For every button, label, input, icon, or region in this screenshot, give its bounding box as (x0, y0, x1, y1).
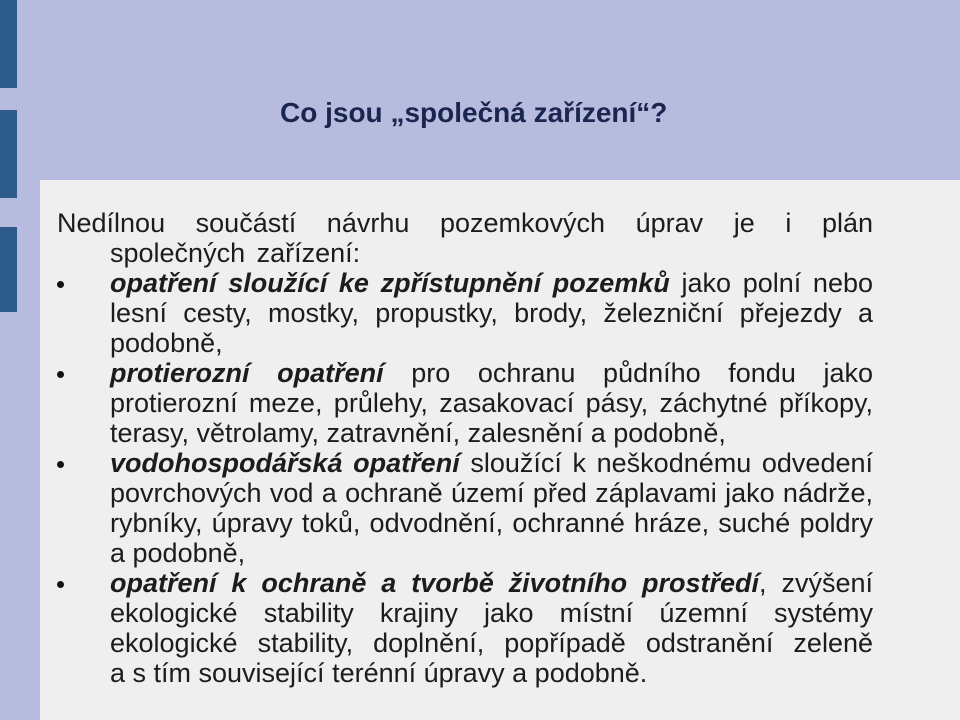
list-item-emphasis: protierozní opatření (110, 358, 384, 388)
list-item-emphasis: opatření sloužící ke zpřístupnění pozemků (110, 268, 670, 298)
list-item-emphasis: vodohospodářská opatření (110, 448, 460, 478)
content-box (40, 180, 960, 720)
intro-paragraph: Nedílnou součástí návrhu pozemkových úprav je i plán společných zařízení: (57, 208, 873, 268)
accent-bar-bottom (0, 227, 17, 312)
slide-body (57, 208, 873, 688)
bullet-icon (57, 281, 64, 288)
list-item-text: pro ochranu půdního fondu jako protierozní meze, průlehy, zasakovací pásy, záchytné příkopy, terasy, větrolamy, zatravnění, zalesnění a podobně, (110, 358, 873, 448)
bullet-icon (57, 461, 64, 468)
list-item-text: , zvýšení ekologické stability krajiny jako místní územní systémy ekologické stability, doplnění, popřípadě odstranění zeleně a s tím související terénní úpravy a podobně. (110, 568, 873, 688)
list-item (110, 268, 873, 358)
list-item-text: jako polní nebo lesní cesty, mostky, propustky, brody, železniční přejezdy a podobně, (110, 268, 873, 358)
list-item-text: sloužící k neškodnému odvedení povrchových vod a ochraně území před záplavami jako nádrže, rybníky, úpravy toků, odvodnění, ochranné hráze, suché poldry a podobně, (110, 448, 873, 568)
list-item (110, 568, 873, 688)
bullet-icon (57, 581, 64, 588)
bullet-icon (57, 371, 64, 378)
list-item (110, 448, 873, 568)
accent-bar-middle (0, 110, 17, 198)
bullet-list (110, 268, 873, 688)
list-item (110, 358, 873, 448)
list-item-emphasis: opatření k ochraně a tvorbě životního prostředí (110, 568, 760, 598)
accent-bar-top (0, 0, 17, 88)
slide-title: Co jsou „společná zařízení“? (280, 97, 668, 128)
